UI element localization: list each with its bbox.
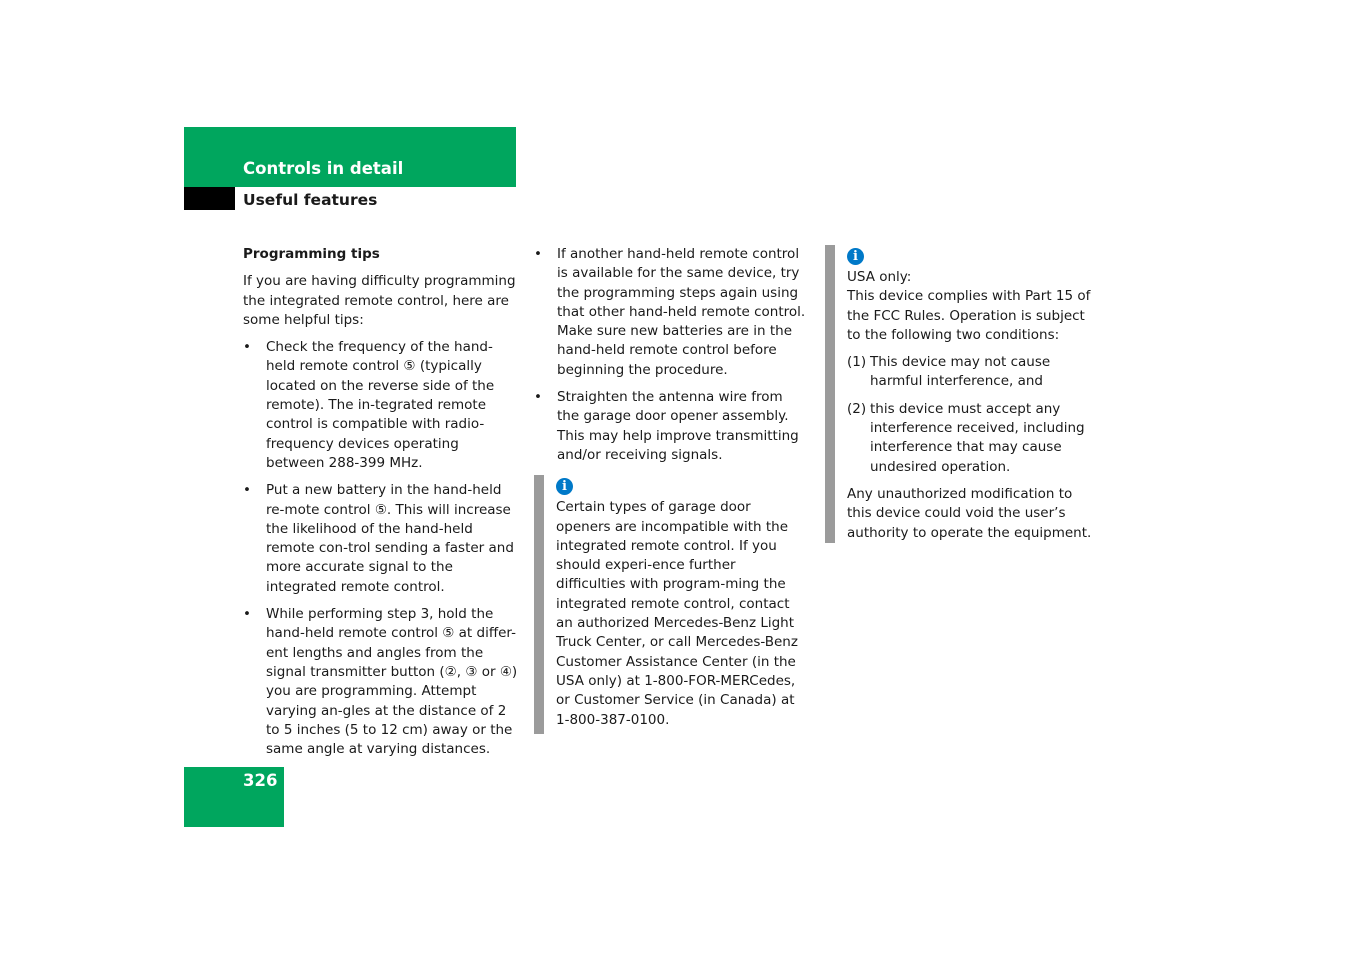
condition-text: This device may not cause harmful interference, and (870, 354, 1051, 390)
programming-tips-heading: Programming tips (243, 246, 380, 262)
fcc-conditions (847, 353, 1100, 477)
note-bar (534, 475, 544, 734)
column-programming-tips (243, 245, 518, 767)
fcc-label: USA only: (847, 269, 912, 285)
note-bar (825, 245, 835, 543)
incompatibility-note (534, 475, 806, 734)
info-icon: i (847, 248, 864, 265)
condition-item (847, 400, 1100, 477)
column-more-tips (534, 245, 806, 734)
page-number: 326 (243, 771, 278, 790)
column-fcc-note (825, 245, 1100, 543)
tip-item: • Straighten the antenna wire from the garage door opener assembly. This may help improve transmitting and/or receiving signals. (534, 388, 806, 465)
tip-item: • If another hand-held remote control is available for the same device, try the programming steps again using that other hand-held remote control. Make sure new batteries are in the hand-held remote control before beginning the procedure. (534, 245, 806, 380)
section-marker (184, 187, 235, 210)
fcc-note (825, 245, 1100, 543)
tip-item: • Put a new battery in the hand-held re-mote control ⑤. This will increase the likelihood of the hand-held remote con-trol sending a faster and more accurate signal to the integrated remote control. (243, 481, 518, 597)
condition-number: (2) (847, 400, 867, 417)
tips-list (243, 338, 518, 759)
condition-item (847, 353, 1100, 392)
fcc-intro: This device complies with Part 15 of the FCC Rules. Operation is subject to the following two conditions: (847, 288, 1091, 343)
incompatibility-note-text: Certain types of garage door openers are incompatible with the integrated remote control. If you should experi-ence further difficulties with program-ming the integrated remote control, contact an authorized Mercedes-Benz Light Truck Center, or call Mercedes-Benz Customer Assistance Center (in the USA only) at 1-800-FOR-MERCedes, or Customer Service (in Canada) at 1-800-387-0100. (556, 499, 798, 728)
tip-item: • While performing step 3, hold the hand-held remote control ⑤ at differ-ent lengths and angles from the signal transmitter button (②, ③ or ④) you are programming. Attempt varying an-gles at the distance of 2 to 5 inches (5 to 12 cm) away or the same angle at varying distances. (243, 605, 518, 759)
info-icon: i (556, 478, 573, 495)
section-title: Useful features (243, 191, 378, 209)
tip-item: • Check the frequency of the hand-held remote control ⑤ (typically located on the reverse side of the remote). The in-tegrated remote control is compatible with radio-frequency devices operating between 288-399 MHz. (243, 338, 518, 473)
condition-text: this device must accept any interference received, including interference that may cause undesired operation. (870, 400, 1085, 475)
more-tips-list (534, 245, 806, 465)
fcc-closing: Any unauthorized modification to this device could void the user’s authority to operate the equipment. (847, 485, 1092, 541)
chapter-title: Controls in detail (243, 159, 404, 178)
condition-number: (1) (847, 354, 867, 371)
programming-tips-intro: If you are having difficulty programming the integrated remote control, here are some helpful tips: (243, 273, 516, 328)
